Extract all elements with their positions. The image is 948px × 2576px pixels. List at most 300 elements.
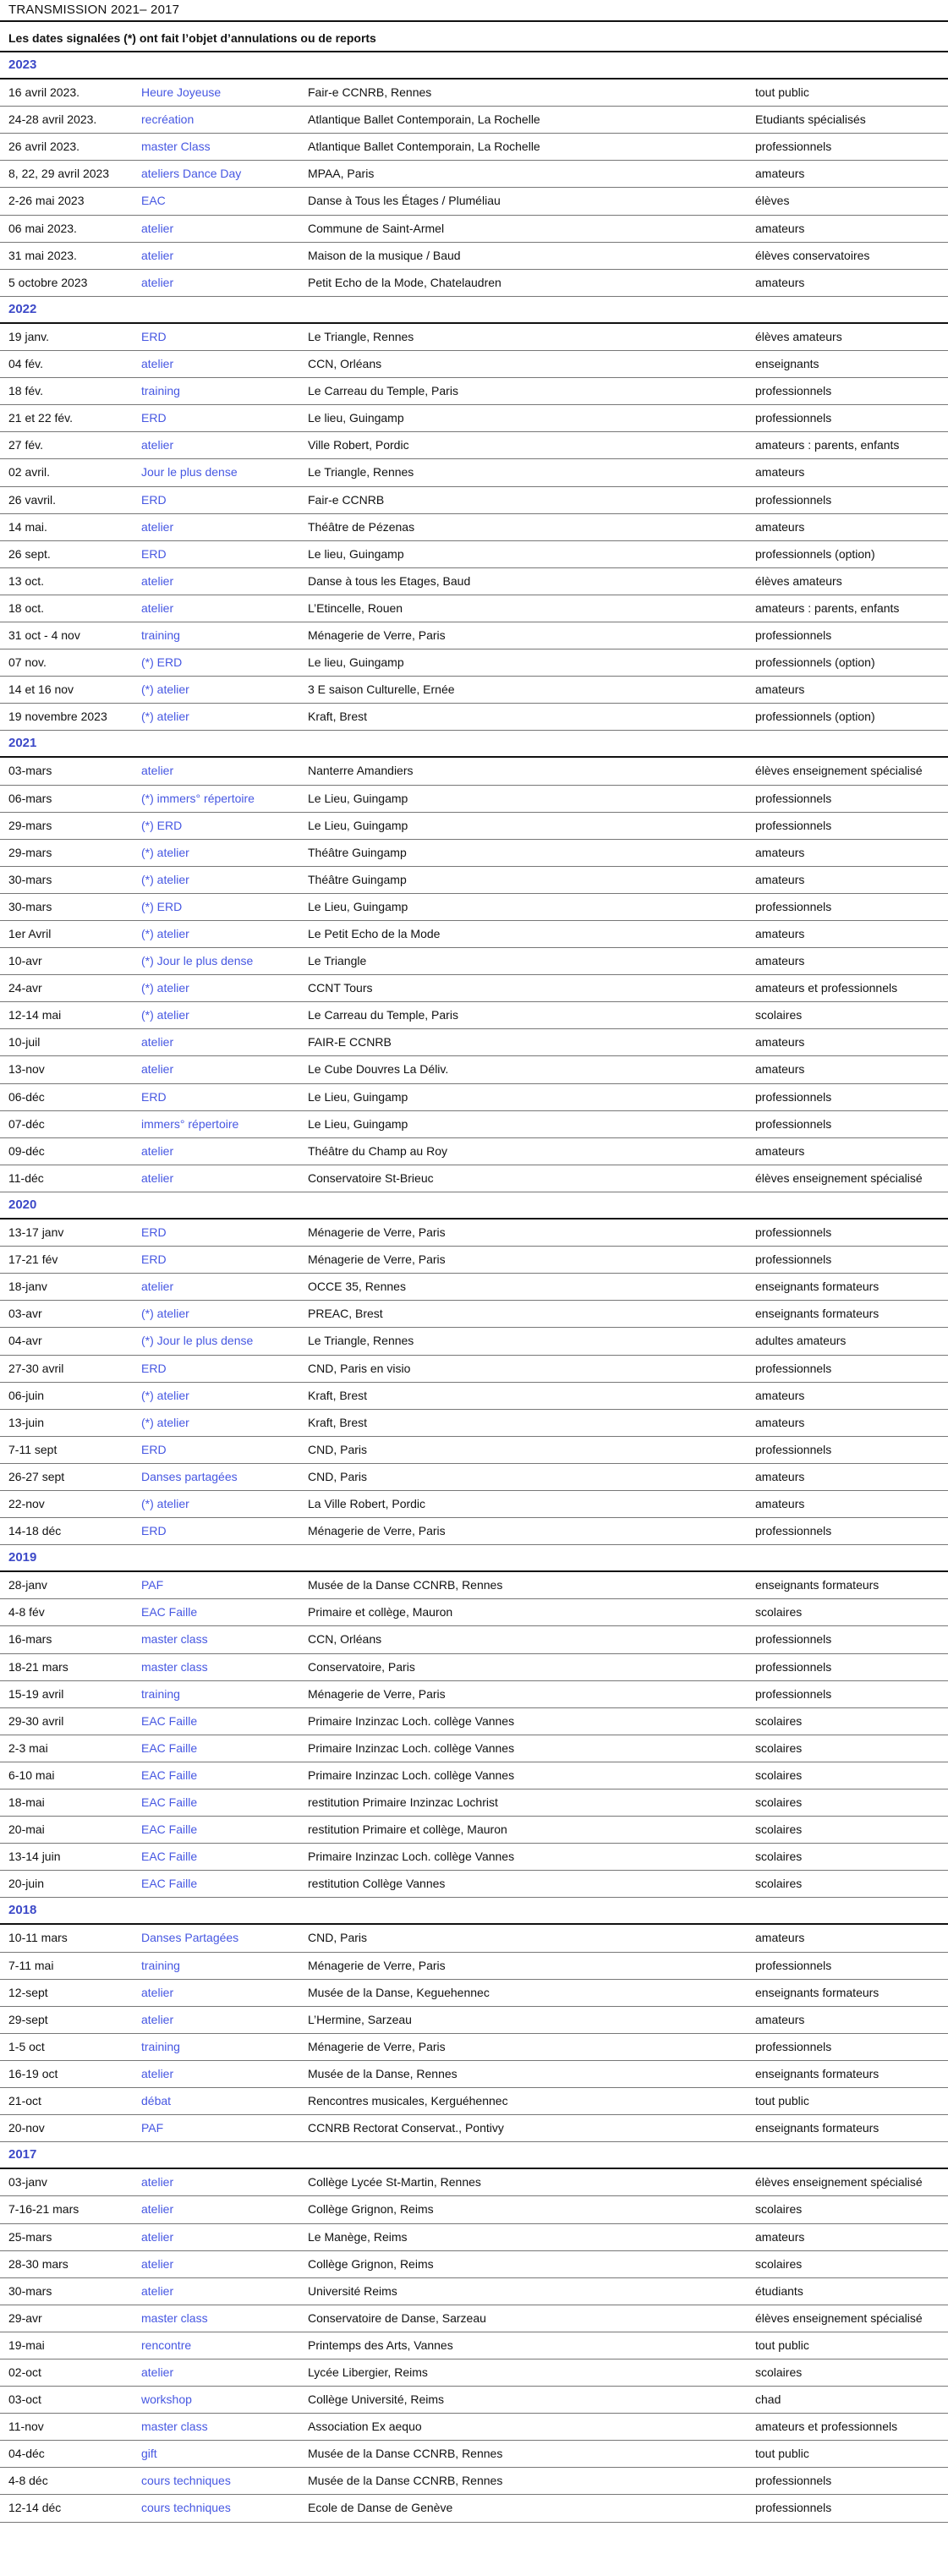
activity-cell: (*) atelier <box>141 1008 189 1022</box>
table-row <box>0 840 948 867</box>
table-row <box>0 1301 948 1328</box>
table-row <box>0 1437 948 1464</box>
year-heading: 2022 <box>0 297 948 324</box>
date-cell: 18 oct. <box>8 600 45 615</box>
date-cell: 10-11 mars <box>8 1931 68 1945</box>
date-cell: 18-21 mars <box>8 1659 68 1674</box>
table-row <box>0 1572 948 1599</box>
audience-cell: professionnels <box>755 492 832 507</box>
table-row <box>0 243 948 270</box>
date-cell: 06-déc <box>8 1089 45 1104</box>
venue-cell: CCNT Tours <box>308 981 373 995</box>
date-cell: 26 avril 2023. <box>8 140 80 154</box>
date-cell: 17-21 fév <box>8 1252 58 1267</box>
venue-cell: FAIR-E CCNRB <box>308 1035 392 1050</box>
audience-cell: scolaires <box>755 1768 803 1782</box>
date-cell: 16-mars <box>8 1632 52 1647</box>
activity-cell: Danses partagées <box>141 1469 238 1483</box>
activity-cell: débat <box>141 2094 172 2108</box>
table-row <box>0 2169 948 2196</box>
date-cell: 1er Avril <box>8 927 52 940</box>
date-cell: 03-mars <box>8 764 52 778</box>
table-row <box>0 1953 948 1980</box>
date-cell: 07-déc <box>8 1116 45 1131</box>
activity-cell: atelier <box>141 600 174 615</box>
audience-cell: élèves amateurs <box>755 329 842 343</box>
table-row <box>0 1871 948 1898</box>
activity-cell: workshop <box>141 2392 192 2407</box>
activity-cell: EAC Faille <box>141 1850 198 1864</box>
audience-cell: chad <box>755 2392 781 2407</box>
date-cell: 03-oct <box>8 2392 41 2407</box>
activity-cell: master class <box>141 2420 208 2434</box>
year-heading: 2017 <box>0 2142 948 2169</box>
date-cell: 20-mai <box>8 1822 45 1837</box>
date-cell: 11-déc <box>8 1170 44 1185</box>
activity-cell: atelier <box>141 2175 174 2190</box>
venue-cell: Musée de la Danse CCNRB, Rennes <box>308 2447 503 2461</box>
venue-cell: Danse à tous les Etages, Baud <box>308 573 471 588</box>
audience-cell: amateurs et professionnels <box>755 981 898 995</box>
venue-cell: Ville Robert, Pordic <box>308 438 409 452</box>
table-row <box>0 270 948 297</box>
venue-cell: CND, Paris <box>308 1442 368 1456</box>
audience-cell: Etudiants spécialisés <box>755 112 866 127</box>
venue-cell: Maison de la musique / Baud <box>308 248 461 262</box>
table-row <box>0 107 948 134</box>
activity-cell: EAC Faille <box>141 1713 198 1728</box>
date-cell: 06 mai 2023. <box>8 221 77 235</box>
activity-cell: atelier <box>141 2365 174 2379</box>
activity-cell: ERD <box>141 1442 167 1456</box>
table-row <box>0 867 948 894</box>
audience-cell: amateurs <box>755 1062 805 1077</box>
audience-cell: amateurs <box>755 1496 805 1510</box>
year-heading: 2021 <box>0 731 948 758</box>
activity-cell: atelier <box>141 1280 174 1294</box>
activity-cell: atelier <box>141 248 174 262</box>
venue-cell: Printemps des Arts, Vannes <box>308 2338 453 2352</box>
table-row <box>0 1410 948 1437</box>
date-cell: 10-juil <box>8 1035 41 1050</box>
date-cell: 14 et 16 nov <box>8 682 74 697</box>
venue-cell: Théâtre de Pézenas <box>308 519 415 534</box>
audience-cell: amateurs <box>755 1143 805 1158</box>
venue-cell: Petit Echo de la Mode, Chatelaudren <box>308 275 501 289</box>
date-cell: 04 fév. <box>8 357 43 371</box>
table-row <box>0 786 948 813</box>
table-row <box>0 677 948 704</box>
date-cell: 13-juin <box>8 1415 45 1429</box>
venue-cell: Fair-e CCNRB, Rennes <box>308 85 432 100</box>
activity-cell: (*) Jour le plus dense <box>141 1334 254 1348</box>
activity-cell: training <box>141 384 180 398</box>
activity-cell: atelier <box>141 1170 174 1185</box>
activity-cell: (*) ERD <box>141 818 183 832</box>
venue-cell: Le Manège, Reims <box>308 2229 408 2244</box>
venue-cell: Conservatoire St-Brieuc <box>308 1170 434 1185</box>
table-row <box>0 1219 948 1247</box>
audience-cell: professionnels <box>755 1632 832 1647</box>
date-cell: 04-déc <box>8 2447 45 2461</box>
venue-cell: L’Etincelle, Rouen <box>308 600 403 615</box>
venue-cell: L’Hermine, Sarzeau <box>308 2012 412 2026</box>
audience-cell: professionnels <box>755 140 832 154</box>
table-row <box>0 758 948 785</box>
date-cell: 29-sept <box>8 2012 48 2026</box>
activity-cell: ERD <box>141 1089 167 1104</box>
audience-cell: professionnels <box>755 628 832 642</box>
venue-cell: Primaire Inzinzac Loch. collège Vannes <box>308 1850 515 1864</box>
activity-cell: training <box>141 1686 180 1701</box>
venue-cell: Musée de la Danse, Keguehennec <box>308 1985 490 1999</box>
date-cell: 26 vavril. <box>8 492 57 507</box>
venue-cell: Le Lieu, Guingamp <box>308 1116 408 1131</box>
activity-cell: atelier <box>141 2256 174 2271</box>
date-cell: 18-janv <box>8 1280 47 1294</box>
table-row <box>0 622 948 649</box>
table-row <box>0 1817 948 1844</box>
audience-cell: professionnels <box>755 2474 832 2488</box>
venue-cell: Ménagerie de Verre, Paris <box>308 1225 446 1240</box>
audience-cell: tout public <box>755 2094 809 2108</box>
activity-cell: atelier <box>141 1985 174 1999</box>
venue-cell: CND, Paris <box>308 1469 368 1483</box>
venue-cell: Le Triangle, Rennes <box>308 465 414 480</box>
table-row <box>0 2468 948 2495</box>
audience-cell: tout public <box>755 85 809 100</box>
date-cell: 07 nov. <box>8 655 47 670</box>
activity-cell: cours techniques <box>141 2501 231 2515</box>
date-cell: 18-mai <box>8 1795 45 1809</box>
date-cell: 2-3 mai <box>8 1740 48 1755</box>
audience-cell: adultes amateurs <box>755 1334 847 1348</box>
venue-cell: Conservatoire, Paris <box>308 1659 415 1674</box>
activity-cell: atelier <box>141 764 174 778</box>
activity-cell: atelier <box>141 275 174 289</box>
date-cell: 16-19 oct <box>8 2066 58 2080</box>
date-cell: 28-janv <box>8 1578 47 1592</box>
date-cell: 10-avr <box>8 954 42 968</box>
venue-cell: Ménagerie de Verre, Paris <box>308 1686 446 1701</box>
date-cell: 22-nov <box>8 1496 45 1510</box>
date-cell: 26 sept. <box>8 546 51 561</box>
date-cell: 13-nov <box>8 1062 45 1077</box>
table-row <box>0 948 948 975</box>
table-row <box>0 649 948 677</box>
activity-cell: Heure Joyeuse <box>141 85 222 100</box>
date-cell: 26-27 sept <box>8 1469 65 1483</box>
venue-cell: Le Triangle, Rennes <box>308 1334 414 1348</box>
date-cell: 13-17 janv <box>8 1225 64 1240</box>
audience-cell: amateurs <box>755 221 805 235</box>
table-row <box>0 1383 948 1410</box>
audience-cell: professionnels <box>755 1252 832 1267</box>
venue-cell: Le Lieu, Guingamp <box>308 818 408 832</box>
activity-cell: ERD <box>141 492 167 507</box>
table-row <box>0 2061 948 2088</box>
table-row <box>0 975 948 1002</box>
venue-cell: Kraft, Brest <box>308 1415 368 1429</box>
audience-cell: amateurs <box>755 1035 805 1050</box>
audience-cell: scolaires <box>755 1850 803 1864</box>
audience-cell: enseignants <box>755 357 819 371</box>
venue-cell: Kraft, Brest <box>308 1388 368 1402</box>
venue-cell: Le Carreau du Temple, Paris <box>308 384 458 398</box>
venue-cell: Ménagerie de Verre, Paris <box>308 628 446 642</box>
activity-cell: (*) ERD <box>141 655 183 670</box>
table-row <box>0 324 948 351</box>
venue-cell: Collège Grignon, Reims <box>308 2202 434 2217</box>
venue-cell: Musée de la Danse CCNRB, Rennes <box>308 2474 503 2488</box>
activity-cell: atelier <box>141 519 174 534</box>
activity-cell: (*) atelier <box>141 1415 189 1429</box>
table-row <box>0 216 948 243</box>
activity-cell: rencontre <box>141 2338 192 2352</box>
transmission-table <box>0 52 948 2523</box>
date-cell: 25-mars <box>8 2229 52 2244</box>
table-row <box>0 1491 948 1518</box>
activity-cell: training <box>141 628 180 642</box>
audience-cell: enseignants formateurs <box>755 2121 880 2135</box>
date-cell: 4-8 déc <box>8 2474 48 2488</box>
audience-cell: scolaires <box>755 2256 803 2271</box>
audience-cell: enseignants formateurs <box>755 1280 880 1294</box>
activity-cell: atelier <box>141 438 174 452</box>
audience-cell: élèves conservatoires <box>755 248 870 262</box>
date-cell: 19-mai <box>8 2338 45 2352</box>
table-row <box>0 1084 948 1111</box>
venue-cell: Le lieu, Guingamp <box>308 411 404 425</box>
table-row <box>0 595 948 622</box>
audience-cell: enseignants formateurs <box>755 1307 880 1321</box>
date-cell: 19 novembre 2023 <box>8 710 107 724</box>
venue-cell: Ménagerie de Verre, Paris <box>308 1958 446 1972</box>
table-row <box>0 79 948 107</box>
table-row <box>0 2034 948 2061</box>
activity-cell: atelier <box>141 573 174 588</box>
audience-cell: amateurs <box>755 1469 805 1483</box>
audience-cell: élèves enseignement spécialisé <box>755 2175 923 2190</box>
venue-cell: Ecole de Danse de Genève <box>308 2501 453 2515</box>
date-cell: 20-nov <box>8 2121 45 2135</box>
table-row <box>0 921 948 948</box>
table-row <box>0 1708 948 1735</box>
audience-cell: élèves enseignement spécialisé <box>755 2310 923 2325</box>
date-cell: 04-avr <box>8 1334 42 1348</box>
date-cell: 13 oct. <box>8 573 45 588</box>
activity-cell: EAC Faille <box>141 1740 198 1755</box>
activity-cell: atelier <box>141 2283 174 2298</box>
venue-cell: Le Lieu, Guingamp <box>308 899 408 913</box>
venue-cell: Association Ex aequo <box>308 2420 422 2434</box>
table-row <box>0 1518 948 1545</box>
date-cell: 06-juin <box>8 1388 45 1402</box>
date-cell: 30-mars <box>8 2283 52 2298</box>
activity-cell: (*) atelier <box>141 872 189 886</box>
date-cell: 31 oct - 4 nov <box>8 628 80 642</box>
date-cell: 2-26 mai 2023 <box>8 194 85 208</box>
audience-cell: scolaires <box>755 1822 803 1837</box>
activity-cell: ERD <box>141 1524 167 1538</box>
table-row <box>0 1735 948 1762</box>
venue-cell: Atlantique Ballet Contemporain, La Rochelle <box>308 112 540 127</box>
venue-cell: Primaire Inzinzac Loch. collège Vannes <box>308 1740 515 1755</box>
date-cell: 5 octobre 2023 <box>8 275 88 289</box>
activity-cell: atelier <box>141 1062 174 1077</box>
table-row <box>0 459 948 486</box>
year-heading: 2018 <box>0 1898 948 1925</box>
audience-cell: professionnels <box>755 1225 832 1240</box>
audience-cell: professionnels (option) <box>755 546 875 561</box>
audience-cell: professionnels <box>755 2039 832 2053</box>
audience-cell: amateurs <box>755 927 805 940</box>
audience-cell: tout public <box>755 2447 809 2461</box>
table-row <box>0 2251 948 2278</box>
audience-cell: amateurs <box>755 2012 805 2026</box>
table-row <box>0 2360 948 2387</box>
activity-cell: EAC <box>141 194 166 208</box>
table-row <box>0 704 948 731</box>
activity-cell: atelier <box>141 1035 174 1050</box>
venue-cell: Théâtre Guingamp <box>308 845 407 859</box>
table-row <box>0 1464 948 1491</box>
table-row <box>0 1056 948 1083</box>
audience-cell: amateurs <box>755 1415 805 1429</box>
activity-cell: EAC Faille <box>141 1877 198 1891</box>
date-cell: 24-28 avril 2023. <box>8 112 97 127</box>
table-row <box>0 894 948 921</box>
venue-cell: OCCE 35, Rennes <box>308 1280 406 1294</box>
audience-cell: scolaires <box>755 1877 803 1891</box>
table-row <box>0 1356 948 1383</box>
table-row <box>0 2278 948 2305</box>
audience-cell: professionnels <box>755 791 832 805</box>
activity-cell: cours techniques <box>141 2474 231 2488</box>
audience-cell: professionnels <box>755 818 832 832</box>
venue-cell: Le Triangle, Rennes <box>308 329 414 343</box>
venue-cell: Conservatoire de Danse, Sarzeau <box>308 2310 486 2325</box>
venue-cell: Le lieu, Guingamp <box>308 546 404 561</box>
venue-cell: Collège Grignon, Reims <box>308 2256 434 2271</box>
audience-cell: professionnels <box>755 2501 832 2515</box>
table-row <box>0 2495 948 2522</box>
table-row <box>0 541 948 568</box>
audience-cell: professionnels <box>755 384 832 398</box>
venue-cell: Université Reims <box>308 2283 397 2298</box>
venue-cell: CND, Paris en visio <box>308 1361 411 1375</box>
table-row <box>0 568 948 595</box>
audience-cell: scolaires <box>755 1008 803 1022</box>
date-cell: 12-14 déc <box>8 2501 62 2515</box>
activity-cell: (*) atelier <box>141 927 189 940</box>
table-row <box>0 1165 948 1192</box>
table-row <box>0 188 948 215</box>
date-cell: 30-mars <box>8 899 52 913</box>
audience-cell: professionnels <box>755 1361 832 1375</box>
activity-cell: atelier <box>141 2066 174 2080</box>
table-row <box>0 378 948 405</box>
venue-cell: restitution Primaire et collège, Mauron <box>308 1822 507 1837</box>
table-row <box>0 1274 948 1301</box>
audience-cell: élèves enseignement spécialisé <box>755 1170 923 1185</box>
table-row <box>0 1328 948 1355</box>
date-cell: 29-mars <box>8 818 52 832</box>
activity-cell: (*) atelier <box>141 682 189 697</box>
audience-cell: scolaires <box>755 1605 803 1620</box>
date-cell: 03-avr <box>8 1307 42 1321</box>
venue-cell: Le Lieu, Guingamp <box>308 1089 408 1104</box>
audience-cell: professionnels <box>755 1958 832 1972</box>
audience-cell: amateurs et professionnels <box>755 2420 898 2434</box>
venue-cell: Primaire Inzinzac Loch. collège Vannes <box>308 1768 515 1782</box>
audience-cell: enseignants formateurs <box>755 2066 880 2080</box>
activity-cell: ERD <box>141 411 167 425</box>
venue-cell: Commune de Saint-Armel <box>308 221 445 235</box>
venue-cell: Théâtre du Champ au Roy <box>308 1143 447 1158</box>
table-row <box>0 2414 948 2441</box>
date-cell: 09-déc <box>8 1143 45 1158</box>
table-row <box>0 1029 948 1056</box>
activity-cell: ERD <box>141 546 167 561</box>
audience-cell: amateurs <box>755 1388 805 1402</box>
venue-cell: Kraft, Brest <box>308 710 368 724</box>
date-cell: 20-juin <box>8 1877 45 1891</box>
audience-cell: professionnels <box>755 1089 832 1104</box>
date-cell: 18 fév. <box>8 384 43 398</box>
activity-cell: master class <box>141 2310 208 2325</box>
venue-cell: 3 E saison Culturelle, Ernée <box>308 682 455 697</box>
table-row <box>0 1844 948 1871</box>
audience-cell: élèves amateurs <box>755 573 842 588</box>
audience-cell: professionnels <box>755 1116 832 1131</box>
table-row <box>0 1681 948 1708</box>
activity-cell: (*) atelier <box>141 845 189 859</box>
audience-cell: professionnels <box>755 1686 832 1701</box>
activity-cell: ERD <box>141 1252 167 1267</box>
table-row <box>0 2007 948 2034</box>
table-row <box>0 405 948 432</box>
audience-cell: amateurs <box>755 872 805 886</box>
venue-cell: CND, Paris <box>308 1931 368 1945</box>
date-cell: 7-11 mai <box>8 1958 54 1972</box>
page-title: TRANSMISSION 2021– 2017 <box>8 3 180 17</box>
table-row <box>0 161 948 188</box>
activity-cell: EAC Faille <box>141 1795 198 1809</box>
table-row <box>0 2196 948 2223</box>
activity-cell: atelier <box>141 2229 174 2244</box>
date-cell: 1-5 oct <box>8 2039 45 2053</box>
activity-cell: (*) atelier <box>141 1307 189 1321</box>
date-cell: 12-14 mai <box>8 1008 62 1022</box>
date-cell: 12-sept <box>8 1985 48 1999</box>
venue-cell: Collège Université, Reims <box>308 2392 445 2407</box>
audience-cell: tout public <box>755 2338 809 2352</box>
venue-cell: Le Lieu, Guingamp <box>308 791 408 805</box>
activity-cell: atelier <box>141 357 174 371</box>
table-row <box>0 1626 948 1653</box>
table-row <box>0 2115 948 2142</box>
audience-cell: élèves <box>755 194 790 208</box>
venue-cell: Le Petit Echo de la Mode <box>308 927 441 940</box>
date-cell: 29-30 avril <box>8 1713 64 1728</box>
activity-cell: (*) ERD <box>141 899 183 913</box>
venue-cell: restitution Primaire Inzinzac Lochrist <box>308 1795 498 1809</box>
activity-cell: immers° répertoire <box>141 1116 239 1131</box>
date-cell: 21-oct <box>8 2094 41 2108</box>
audience-cell: amateurs <box>755 845 805 859</box>
table-row <box>0 1111 948 1138</box>
